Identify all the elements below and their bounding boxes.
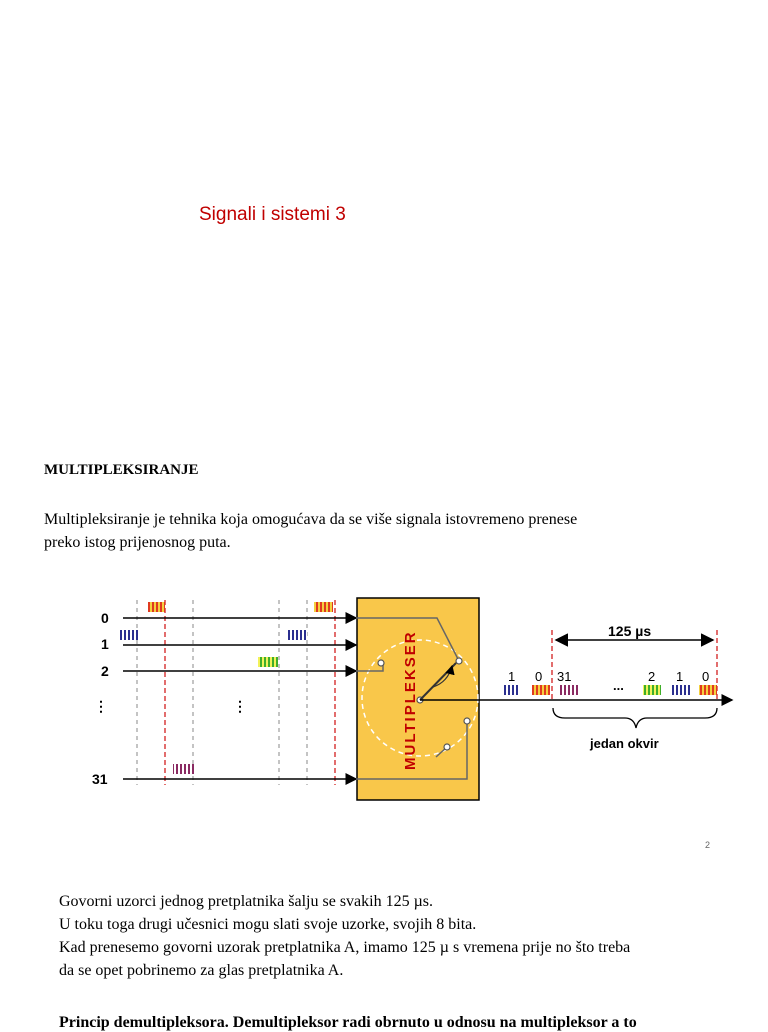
section-heading: MULTIPLEKSIRANJE: [44, 462, 199, 478]
frame-slot-label: 1: [508, 669, 516, 684]
text-line: da se opet pobrinemo za glas pretplatnika A.: [59, 962, 344, 979]
channel-samples: [118, 602, 333, 774]
frame-brace: [553, 708, 717, 728]
text-line: Govorni uzorci jednog pretplatnika šalju se svakih 125 µs.: [59, 893, 434, 910]
frame-slots: [503, 685, 717, 695]
channel-label-31: 31: [92, 771, 108, 787]
multiplexer-diagram: [0, 590, 768, 810]
frame-slot-label: 2: [648, 669, 656, 684]
multiplexer-label: MULTIPLEKSER: [402, 630, 419, 770]
paragraph-line: preko istog prijenosnog puta.: [44, 534, 231, 551]
text-line: Kad prenesemo govorni uzorak pretplatnika A, imamo 125 µ s vremena prije no što treba: [59, 939, 631, 956]
time-markers: [137, 600, 335, 785]
frame-slot-label: 1: [676, 669, 684, 684]
page-number: 2: [705, 840, 711, 850]
frame-caption: jedan okvir: [590, 736, 659, 751]
paragraph-line: Multipleksiranje je tehnika koja omogućava da se više signala istovremeno prenese: [44, 511, 578, 528]
explanation-text: [59, 890, 759, 982]
middle-ellipsis: ⋮: [233, 698, 247, 714]
channel-label-2: 2: [101, 663, 109, 679]
channel-label-0: 0: [101, 610, 109, 626]
channel-label-ellipsis: ⋮: [94, 698, 108, 714]
frame-slot-label: ...: [613, 678, 624, 693]
period-label: 125 µs: [608, 623, 652, 639]
channel-label-1: 1: [101, 636, 109, 652]
intro-paragraph: [44, 508, 744, 554]
page-title: Signali i sistemi 3: [199, 204, 346, 225]
frame-slot-label: 0: [702, 669, 710, 684]
text-line: U toku toga drugi učesnici mogu slati svoje uzorke, svojih 8 bita.: [59, 916, 477, 933]
cut-off-paragraph: Princip demultipleksora. Demultipleksor radi obrnuto u odnosu na multipleksor a to: [59, 1014, 637, 1031]
frame-slot-label: 0: [535, 669, 543, 684]
frame-slot-label: 31: [557, 669, 572, 684]
